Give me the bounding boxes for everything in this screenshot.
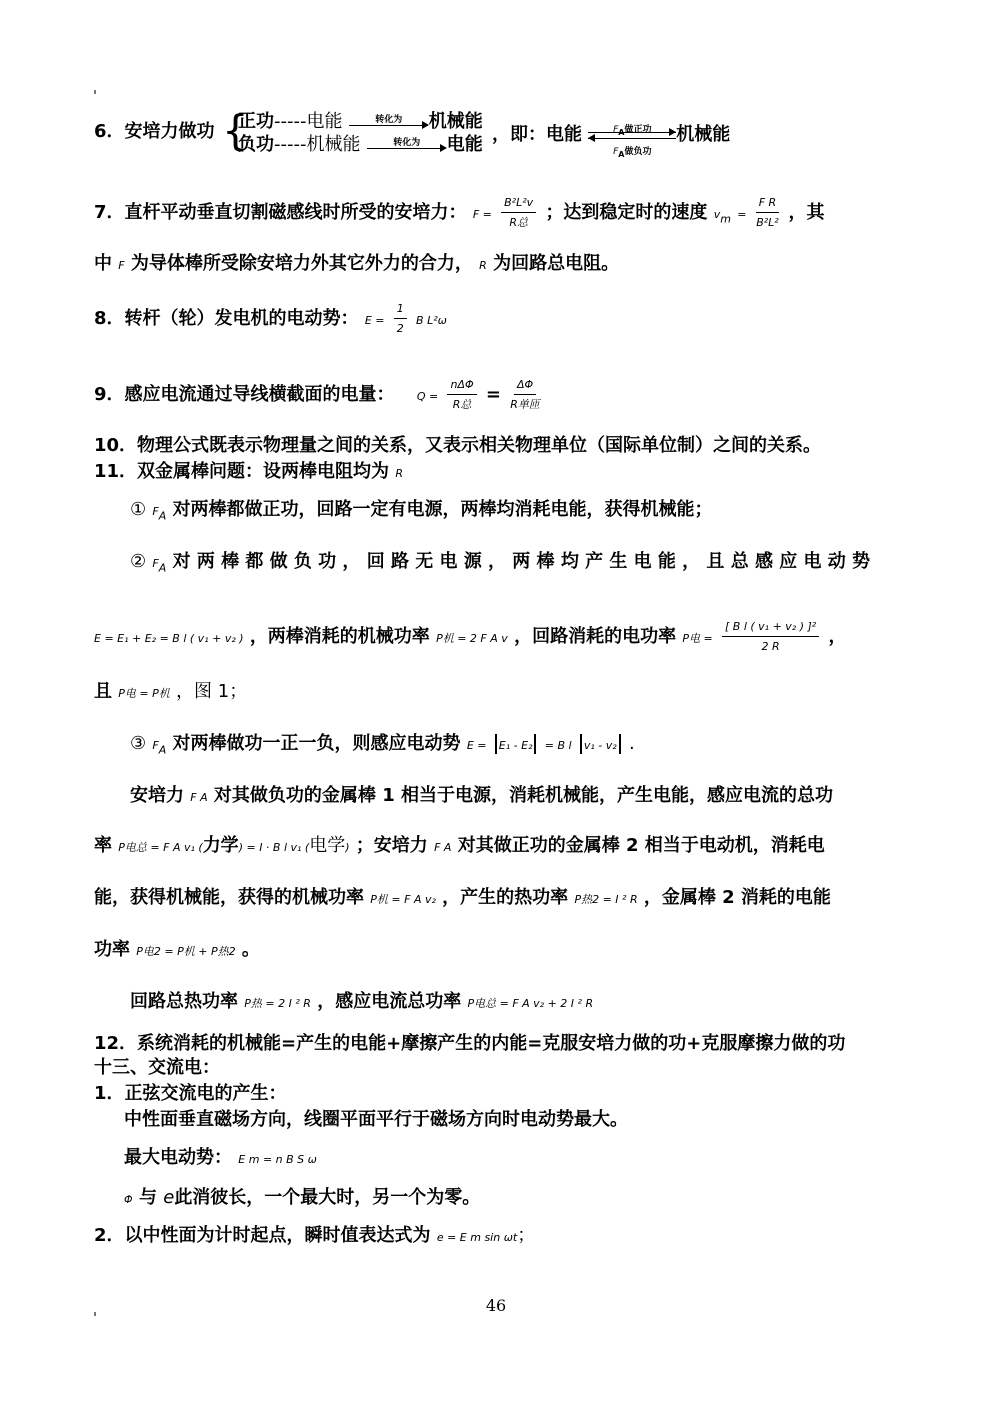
half-fraction: $\frac{1}{2}$: [394, 302, 407, 336]
item-11-case2-line3: 且 P电 = P机 ，图 1；: [94, 681, 248, 702]
item-11-paragraph-3: 能，获得机械能，获得的机械功率 P机 = F A v₂ ，产生的热功率 P热2 = I ² R ，金属棒 2 消耗的电能: [94, 887, 831, 908]
item-8: 8．转杆（轮）发电机的电动势： E = $\frac{1}{2}$ B L²ω: [94, 302, 447, 335]
item-11-paragraph-4: 功率 P电2 = P机 + P热2 。: [94, 939, 260, 960]
margin-mark-top: [94, 90, 96, 94]
item-11-case1: ① $F_A$ 对两棒都做正功，回路一定有电源，两棒均消耗电能，获得机械能；: [130, 499, 713, 523]
item-9: 9．感应电流通过导线横截面的电量： Q = $\frac{\text{nΔΦ}}{\text{R总}}$ = $\frac{\Delta\Phi}{\text{R单匝}}$: [94, 378, 540, 411]
item-6-row2: 负功-----机械能 转化为 电能: [238, 134, 483, 155]
item-6-equivalence: ，即：电能 $F_A$做正功 $F_A$做负功 机械能: [492, 120, 730, 150]
item-6-label: 安培力做功: [124, 121, 215, 142]
section-13-item-1-text: 中性面垂直磁场方向，线圈平面平行于磁场方向时电动势最大。: [124, 1109, 628, 1130]
double-arrow: $F_A$做正功 $F_A$做负功: [588, 120, 676, 150]
item-11-heading: 11．双金属棒问题：设两棒电阻均为 R: [94, 461, 403, 482]
item-6-row1: 正功-----电能 转化为 机械能: [238, 111, 483, 132]
power-fraction: $\frac{\text{[ B l ( v₁ + v₂ ) ]²}}{2 R}$: [722, 620, 819, 654]
convert-arrow-2: 转化为: [367, 134, 447, 156]
charge-fraction-1: $\frac{\text{nΔΦ}}{\text{R总}}$: [447, 378, 476, 412]
item-11-paragraph-5: 回路总热功率 P热 = 2 I ² R ，感应电流总功率 P电总 = F A v₂ + 2 I ² R: [130, 991, 594, 1012]
item-11-paragraph-1: 安培力 F A 对其做负功的金属棒 1 相当于电源，消耗机械能，产生电能，感应电流的总功: [130, 785, 833, 806]
convert-arrow-1: 转化为: [349, 111, 429, 133]
charge-fraction-2: $\frac{\Delta\Phi}{\text{R单匝}}$: [510, 378, 540, 411]
item-7-line2: 中 F 为导体棒所受除安培力外其它外力的合力， R 为回路总电阻。: [94, 253, 620, 274]
item-11-case2-formulas: E = E₁ + E₂ = B l ( v₁ + v₂ ) ，两棒消耗的机械功率 P机 = 2 F A v ，回路消耗的电功率 P电 = $\frac{\text{[ B l ( v₁ + v₂ ) ]²}}{2 R}$ ，: [94, 620, 847, 653]
item-11-case2: ② $F_A$ 对 两 棒 都 做 负 功 ， 回 路 无 电 源 ， 两 棒 均 产 生 电 能 ， 且 总 感 应 电 动 势: [130, 551, 871, 575]
section-13-item-1: 1．正弦交流电的产生：: [94, 1083, 287, 1104]
item-12: 12．系统消耗的机械能=产生的电能+摩擦产生的内能=克服安培力做的功+克服摩擦力做的功: [94, 1033, 846, 1054]
section-13-title: 十三、交流电：: [94, 1057, 220, 1078]
item-11-paragraph-2: 率 P电总 = F A v₁ (力学) = I · B l v₁ (电学) ；安培力 F A 对其做正功的金属棒 2 相当于电动机，消耗电: [94, 835, 825, 856]
section-13-emax: 最大电动势： E m = n B S ω: [124, 1147, 317, 1168]
section-13-phi: Φ 与 e此消彼长，一个最大时，另一个为零。: [124, 1187, 481, 1208]
item-7-line1: 7．直杆平动垂直切割磁感线时所受的安培力： F = $\frac{\text{B²L²v}}{\text{R总}}$ ；达到稳定时的速度 $v_m$ = $\frac{\text{F R}}{\text{B²L²}}$ ，其: [94, 196, 825, 229]
velocity-fraction: $\frac{\text{F R}}{\text{B²L²}}$: [756, 196, 779, 229]
item-6: [94, 120, 215, 144]
item-6-brace: {: [222, 106, 249, 155]
force-fraction: $\frac{\text{B²L²v}}{\text{R总}}$: [501, 196, 536, 230]
section-13-item-2: 2．以中性面为计时起点，瞬时值表达式为 e = E m sin ωt；: [94, 1225, 536, 1246]
item-11-case3: ③ $F_A$ 对两棒做功一正一负，则感应电动势 E = E₁ - E₂ = B l v₁ - v₂ .: [130, 733, 635, 757]
item-10: 10．物理公式既表示物理量之间的关系，又表示相关物理单位（国际单位制）之间的关系。: [94, 435, 822, 456]
item-6-number: 6．: [94, 121, 125, 142]
page-number: 46: [485, 1296, 507, 1315]
